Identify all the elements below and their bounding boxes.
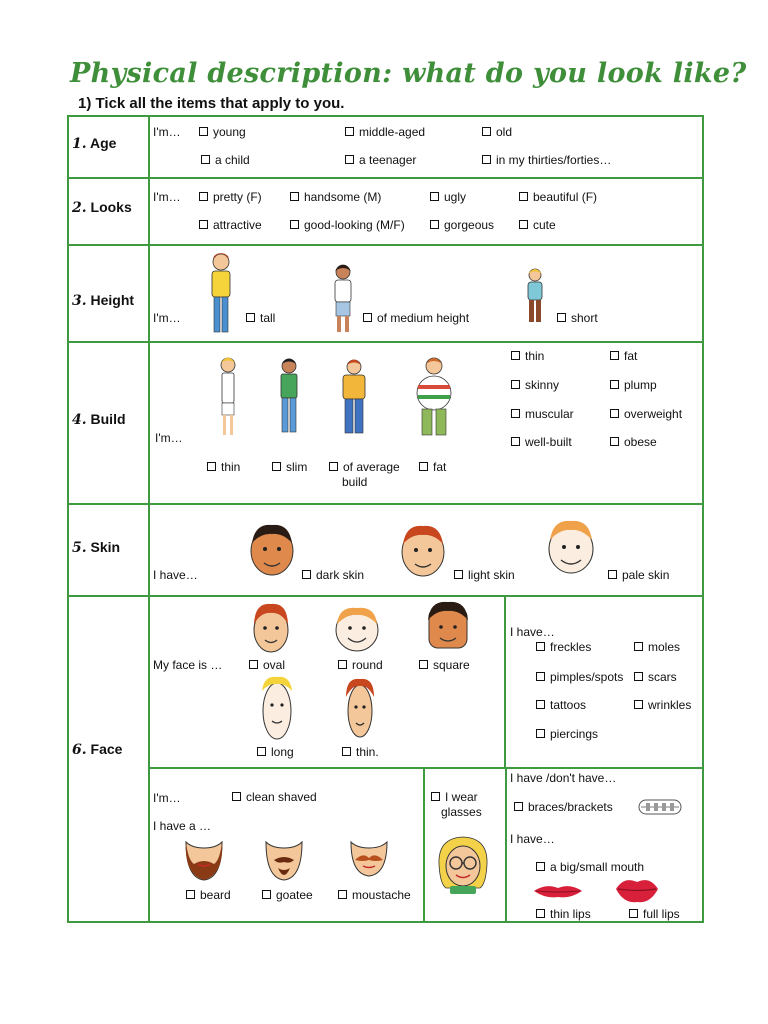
checkbox-overweight[interactable]: overweight bbox=[610, 407, 682, 421]
checkbox-average-build[interactable]: of average bbox=[329, 460, 400, 474]
checkbox-square[interactable]: square bbox=[419, 658, 470, 672]
thin-lips-icon bbox=[532, 881, 584, 901]
checkbox-plump[interactable]: plump bbox=[610, 378, 657, 392]
pale-skin-face-illustration bbox=[545, 518, 597, 576]
page-title: Physical description: what do you look like? bbox=[70, 58, 747, 89]
checkbox-tattoos[interactable]: tattoos bbox=[536, 698, 586, 712]
row-label-looks: 2. Looks bbox=[72, 199, 132, 216]
checkbox-extra-fat[interactable]: fat bbox=[610, 349, 637, 363]
column-divider bbox=[504, 596, 506, 768]
checkbox-thin-lips[interactable]: thin lips bbox=[536, 907, 591, 921]
height-prefix: I'm… bbox=[153, 311, 181, 325]
checkbox-well-built[interactable]: well-built bbox=[511, 435, 572, 449]
light-skin-face-illustration bbox=[398, 522, 448, 578]
checkbox-muscular[interactable]: muscular bbox=[511, 407, 574, 421]
checkbox-round[interactable]: round bbox=[338, 658, 383, 672]
slim-person-illustration bbox=[274, 356, 304, 438]
row-divider bbox=[68, 503, 703, 505]
glasses-suffix: glasses bbox=[441, 805, 482, 819]
instruction: 1) Tick all the items that apply to you. bbox=[78, 95, 345, 112]
checkbox-wrinkles[interactable]: wrinkles bbox=[634, 698, 691, 712]
checkbox-goatee[interactable]: goatee bbox=[262, 888, 313, 902]
checkbox-young[interactable]: young bbox=[199, 125, 246, 139]
checkbox-build-slim[interactable]: slim bbox=[272, 460, 307, 474]
face-marks-prefix: I have… bbox=[510, 625, 555, 639]
braces-icon bbox=[638, 798, 682, 816]
row-label-age: 1. Age bbox=[72, 135, 117, 152]
checkbox-tall[interactable]: tall bbox=[246, 311, 275, 325]
checkbox-long[interactable]: long bbox=[257, 745, 294, 759]
checkbox-attractive[interactable]: attractive bbox=[199, 218, 262, 232]
checkbox-pimples[interactable]: pimples/spots bbox=[536, 670, 623, 684]
checkbox-thirties-forties[interactable]: in my thirties/forties… bbox=[482, 153, 611, 167]
column-divider bbox=[505, 768, 507, 922]
checkbox-dark-skin[interactable]: dark skin bbox=[302, 568, 364, 582]
checkbox-light-skin[interactable]: light skin bbox=[454, 568, 515, 582]
row-divider bbox=[68, 341, 703, 343]
long-face-illustration bbox=[258, 675, 296, 741]
checkbox-thin-face[interactable]: thin. bbox=[342, 745, 379, 759]
checkbox-gorgeous[interactable]: gorgeous bbox=[430, 218, 494, 232]
oval-face-illustration bbox=[249, 600, 293, 654]
build-prefix: I'm… bbox=[155, 431, 183, 445]
checkbox-old[interactable]: old bbox=[482, 125, 512, 139]
mouth-prefix: I have… bbox=[510, 832, 555, 846]
checkbox-moustache[interactable]: moustache bbox=[338, 888, 411, 902]
skin-prefix: I have… bbox=[153, 568, 198, 582]
checkbox-mouth-size[interactable]: a big/small mouth bbox=[536, 860, 644, 874]
row-divider bbox=[149, 767, 703, 769]
checkbox-short[interactable]: short bbox=[557, 311, 598, 325]
checkbox-medium-height[interactable]: of medium height bbox=[363, 311, 469, 325]
medium-height-person-illustration bbox=[327, 262, 359, 336]
column-divider bbox=[423, 768, 425, 922]
checkbox-good-looking[interactable]: good-looking (M/F) bbox=[290, 218, 405, 232]
row-label-build: 4. Build bbox=[72, 411, 126, 428]
row-label-face: 6. Face bbox=[72, 741, 123, 758]
checkbox-cute[interactable]: cute bbox=[519, 218, 556, 232]
average-build-suffix: build bbox=[342, 475, 368, 489]
checkbox-obese[interactable]: obese bbox=[610, 435, 657, 449]
thin-person-illustration bbox=[214, 355, 242, 439]
facial-hair-prefix: I'm… bbox=[153, 791, 181, 805]
checkbox-pale-skin[interactable]: pale skin bbox=[608, 568, 669, 582]
checkbox-clean-shaved[interactable]: clean shaved bbox=[232, 790, 317, 804]
looks-prefix: I'm… bbox=[153, 190, 181, 204]
checkbox-pretty[interactable]: pretty (F) bbox=[199, 190, 262, 204]
face-shape-prefix: My face is … bbox=[153, 658, 223, 672]
checkbox-build-fat[interactable]: fat bbox=[419, 460, 446, 474]
checkbox-glasses[interactable]: I wear bbox=[431, 790, 478, 804]
checkbox-beautiful[interactable]: beautiful (F) bbox=[519, 190, 597, 204]
short-person-illustration bbox=[521, 266, 549, 326]
checkbox-extra-thin[interactable]: thin bbox=[511, 349, 544, 363]
checkbox-oval[interactable]: oval bbox=[249, 658, 285, 672]
checkbox-piercings[interactable]: piercings bbox=[536, 727, 598, 741]
round-face-illustration bbox=[331, 604, 383, 652]
checkbox-ugly[interactable]: ugly bbox=[430, 190, 466, 204]
row-divider bbox=[68, 595, 703, 597]
goatee-illustration bbox=[260, 838, 308, 882]
row-divider bbox=[68, 177, 703, 179]
checkbox-scars[interactable]: scars bbox=[634, 670, 677, 684]
checkbox-moles[interactable]: moles bbox=[634, 640, 680, 654]
glasses-person-illustration bbox=[436, 834, 490, 896]
checkbox-a-teenager[interactable]: a teenager bbox=[345, 153, 416, 167]
checkbox-beard[interactable]: beard bbox=[186, 888, 231, 902]
row-label-skin: 5. Skin bbox=[72, 539, 121, 556]
full-lips-icon bbox=[614, 876, 660, 904]
checkbox-full-lips[interactable]: full lips bbox=[629, 907, 680, 921]
fat-person-illustration bbox=[414, 355, 454, 439]
braces-prefix: I have /don't have… bbox=[510, 771, 617, 785]
moustache-illustration bbox=[345, 838, 393, 878]
checkbox-braces[interactable]: braces/brackets bbox=[514, 800, 613, 814]
checkbox-a-child[interactable]: a child bbox=[201, 153, 250, 167]
checkbox-skinny[interactable]: skinny bbox=[511, 378, 559, 392]
checkbox-freckles[interactable]: freckles bbox=[536, 640, 591, 654]
age-prefix: I'm… bbox=[153, 125, 181, 139]
have-a-prefix: I have a … bbox=[153, 819, 212, 833]
checkbox-build-thin[interactable]: thin bbox=[207, 460, 240, 474]
square-face-illustration bbox=[425, 600, 471, 652]
thin-face-illustration bbox=[342, 677, 378, 739]
row-label-height: 3. Height bbox=[72, 292, 135, 309]
checkbox-handsome[interactable]: handsome (M) bbox=[290, 190, 381, 204]
column-divider bbox=[148, 116, 150, 922]
beard-illustration bbox=[180, 838, 228, 882]
checkbox-middle-aged[interactable]: middle-aged bbox=[345, 125, 425, 139]
average-build-person-illustration bbox=[336, 357, 372, 439]
dark-skin-face-illustration bbox=[247, 521, 297, 577]
row-divider bbox=[68, 244, 703, 246]
tall-person-illustration bbox=[204, 250, 238, 338]
